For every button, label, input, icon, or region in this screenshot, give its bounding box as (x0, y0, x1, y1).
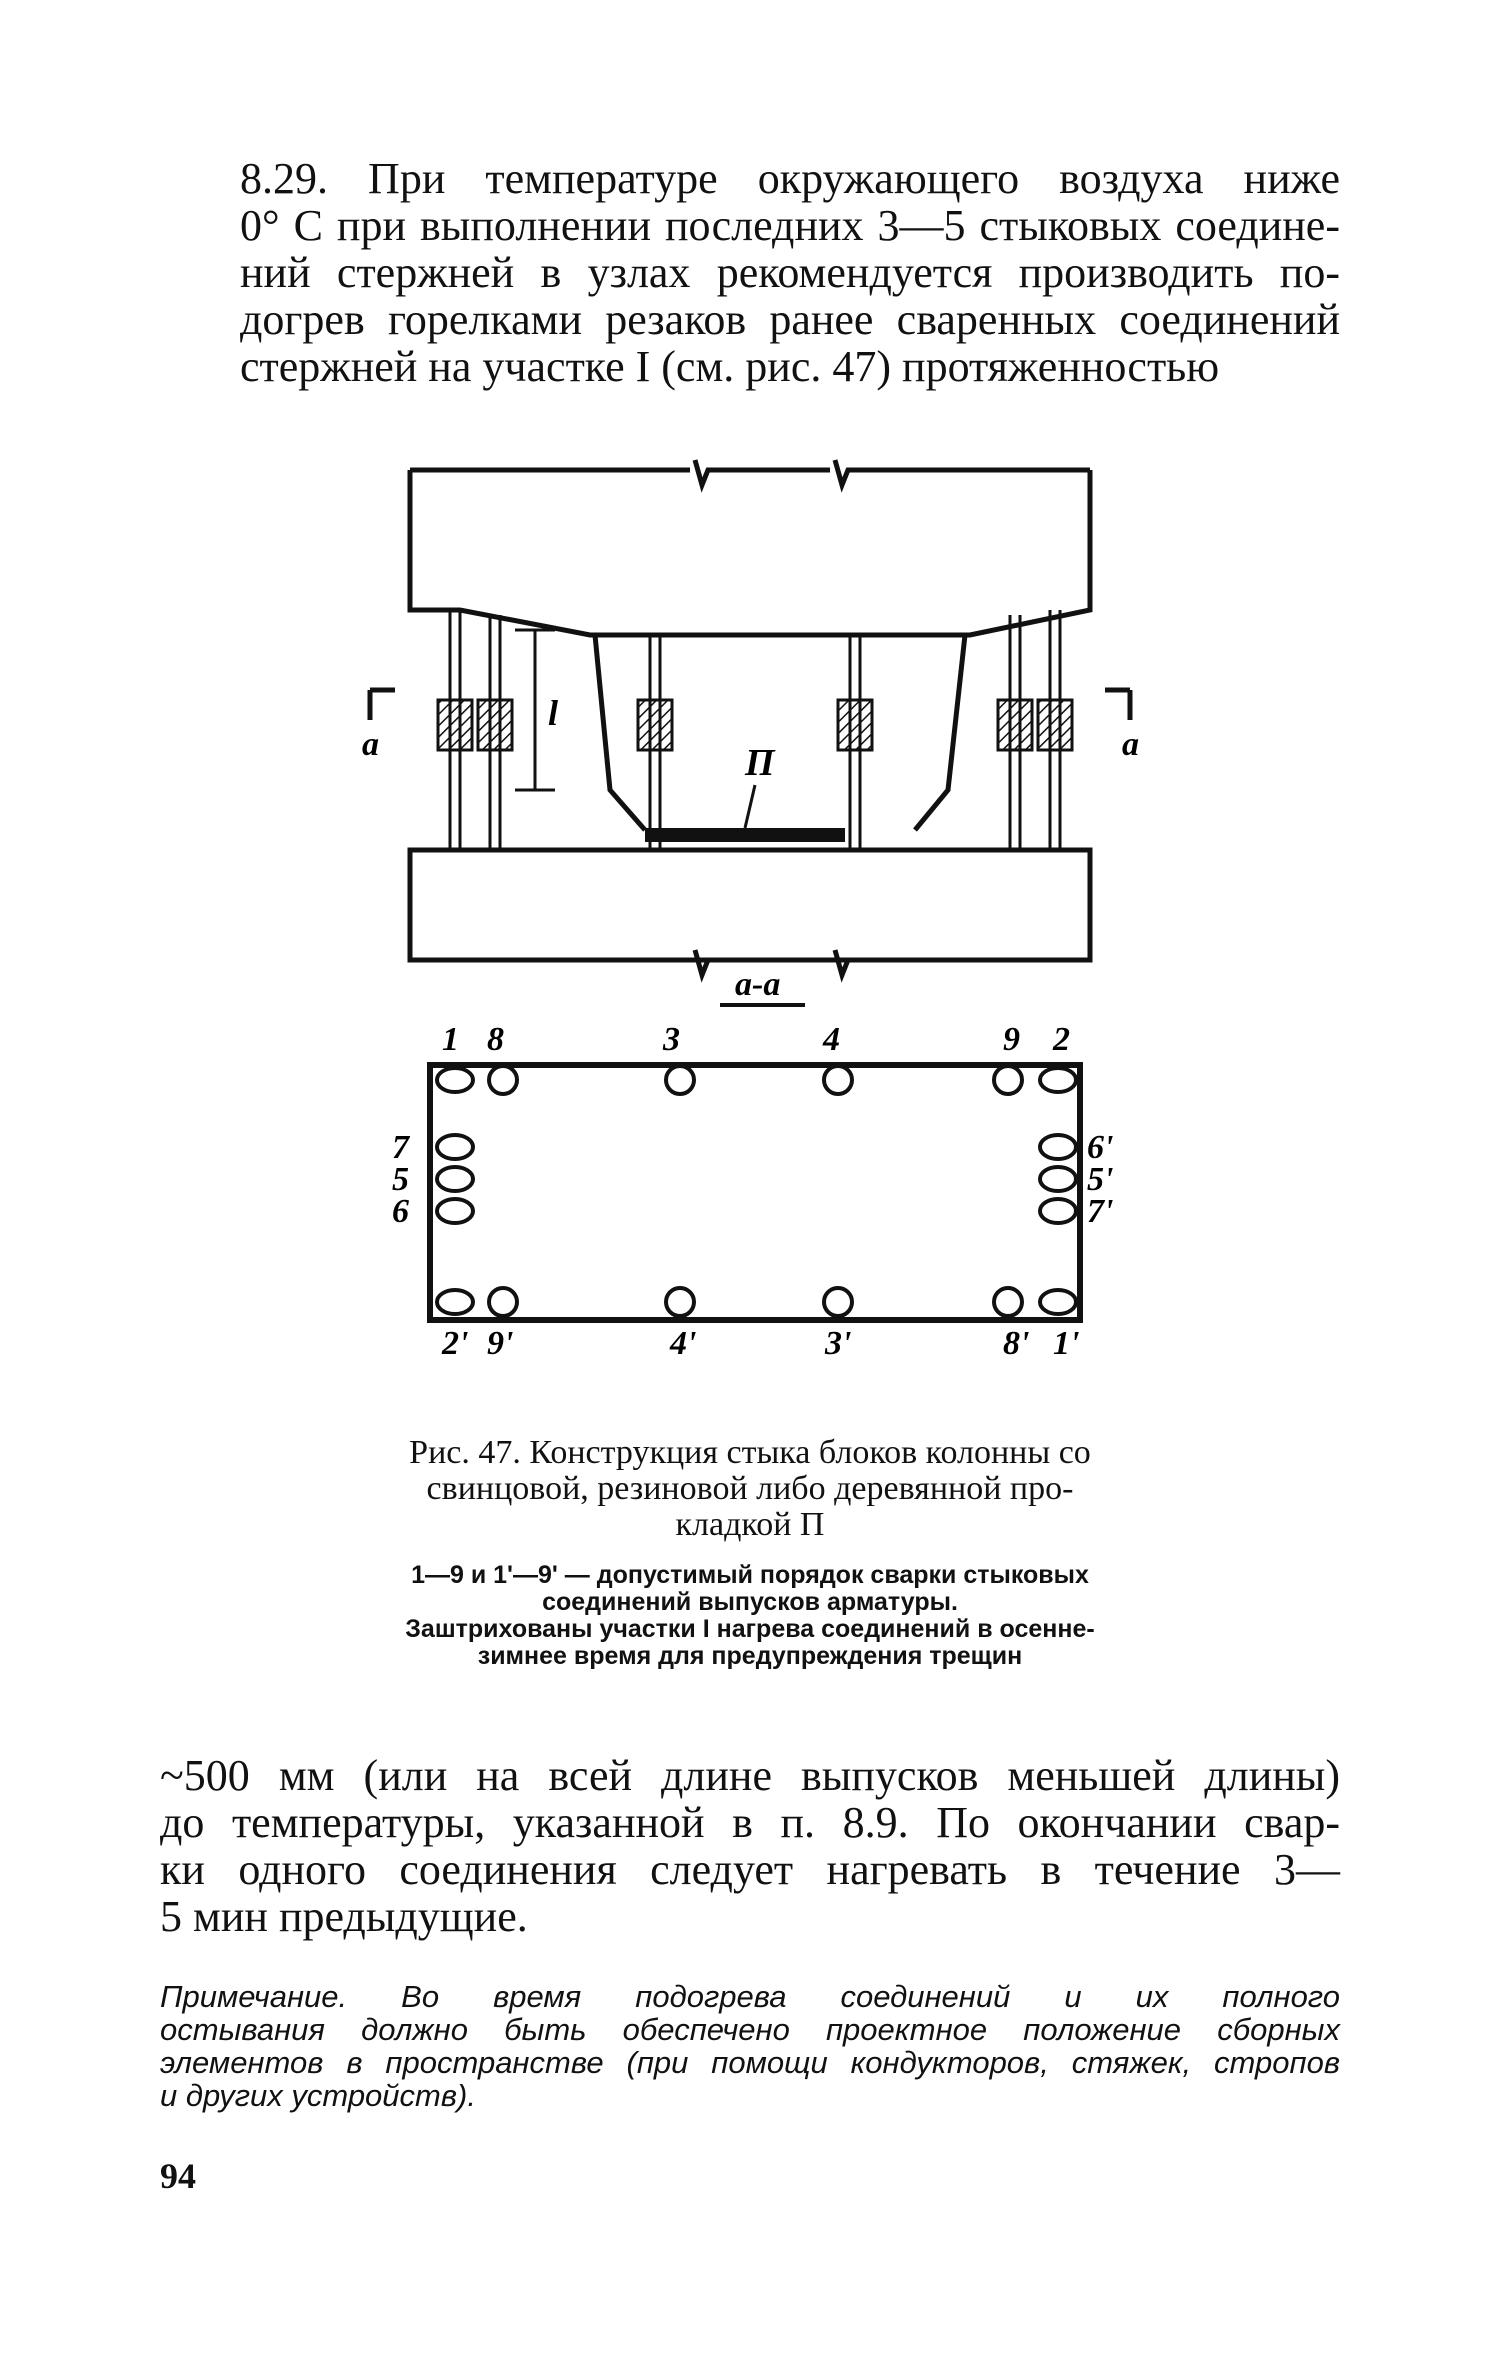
text-line: 0° С при выполнении последних 3—5 стыковых соедине- (240, 201, 1340, 250)
label-left: 7 (392, 1129, 409, 1166)
label-left: 5 (392, 1161, 409, 1198)
figure-caption-legend (330, 1562, 1170, 1670)
note-line: Примечание. Во время подогрева соединений и их полного (160, 1979, 1340, 2014)
length-label: l (548, 693, 559, 733)
legend-line: 1—9 и 1'—9' — допустимый порядок сварки стыковых (411, 1561, 1089, 1589)
label-bottom: 8' (1003, 1325, 1030, 1362)
pad (645, 828, 845, 842)
label-right: 5' (1087, 1161, 1114, 1198)
label-right: 7' (1087, 1193, 1114, 1230)
label-bottom: 9' (487, 1325, 514, 1362)
note (160, 1980, 1340, 2112)
pad-label: П (745, 742, 775, 784)
caption-line: Рис. 47. Конструкция стыка блоков колонны со (409, 1434, 1091, 1471)
legend-line: зимнее время для предупреждения трещин (477, 1642, 1023, 1670)
label-bottom: 2' (442, 1325, 469, 1362)
section-bars (437, 1066, 1076, 1316)
text-line: ~500 мм (или на всей длине выпусков меньшей длины) (160, 1751, 1340, 1800)
text-line: 8.29. При температуре окружающего воздуха ниже (240, 154, 1340, 203)
text-line: до температуры, указанной в п. 8.9. По окончании свар- (160, 1798, 1340, 1847)
label-top: 2 (1053, 1021, 1070, 1058)
column-joint-drawing (350, 440, 1150, 1400)
text-line: 5 мин предыдущие. (160, 1892, 528, 1941)
legend-line: соединений выпусков арматуры. (542, 1588, 958, 1616)
label-top: 3 (663, 1021, 680, 1058)
section-mark-right (1105, 690, 1130, 720)
caption-line: свинцовой, резиновой либо деревянной про- (426, 1470, 1074, 1507)
label-left: 6 (392, 1193, 409, 1230)
label-top: 9 (1003, 1021, 1020, 1058)
label-top: 1 (442, 1021, 459, 1058)
page-number: 94 (160, 2156, 196, 2196)
rebar-group (450, 610, 1060, 850)
figure-47 (350, 440, 1150, 1400)
text-line: ний стержней в узлах рекомендуется производить по- (240, 248, 1340, 297)
upper-block-break-line (410, 460, 1090, 485)
upper-block-outline (410, 470, 1090, 635)
label-bottom: 3' (825, 1325, 852, 1362)
label-top: 8 (487, 1021, 504, 1058)
paragraph-bottom (160, 1752, 1340, 1940)
text-line: догрев горелками резаков ранее сваренных соединений (240, 295, 1340, 344)
section-mark-left (370, 690, 395, 720)
paragraph-top (240, 155, 1340, 390)
section-title: a-a (735, 966, 781, 1003)
lower-block-outline (410, 850, 1090, 960)
label-bottom: 1' (1053, 1325, 1080, 1362)
label-right: 6' (1087, 1129, 1114, 1166)
note-line: элементов в пространстве (при помощи кондукторов, стяжек, стропов (160, 2045, 1340, 2080)
note-line: и других устройств). (160, 2078, 476, 2113)
legend-line: Заштрихованы участки I нагрева соединений в осенне- (405, 1615, 1095, 1643)
section-outline (430, 1065, 1080, 1320)
note-line: остывания должно быть обеспечено проектное положение сборных (160, 2012, 1340, 2047)
caption-line: кладкой П (675, 1506, 825, 1543)
label-bottom: 4' (670, 1325, 697, 1362)
text-line: стержней на участке I (см. рис. 47) протяженностью (240, 342, 1220, 391)
section-label-right: a (1122, 726, 1139, 763)
figure-caption-title (330, 1435, 1170, 1543)
label-top: 4 (823, 1021, 840, 1058)
text-line: ки одного соединения следует нагревать в течение 3— (160, 1845, 1340, 1894)
section-label-left: a (362, 726, 379, 763)
